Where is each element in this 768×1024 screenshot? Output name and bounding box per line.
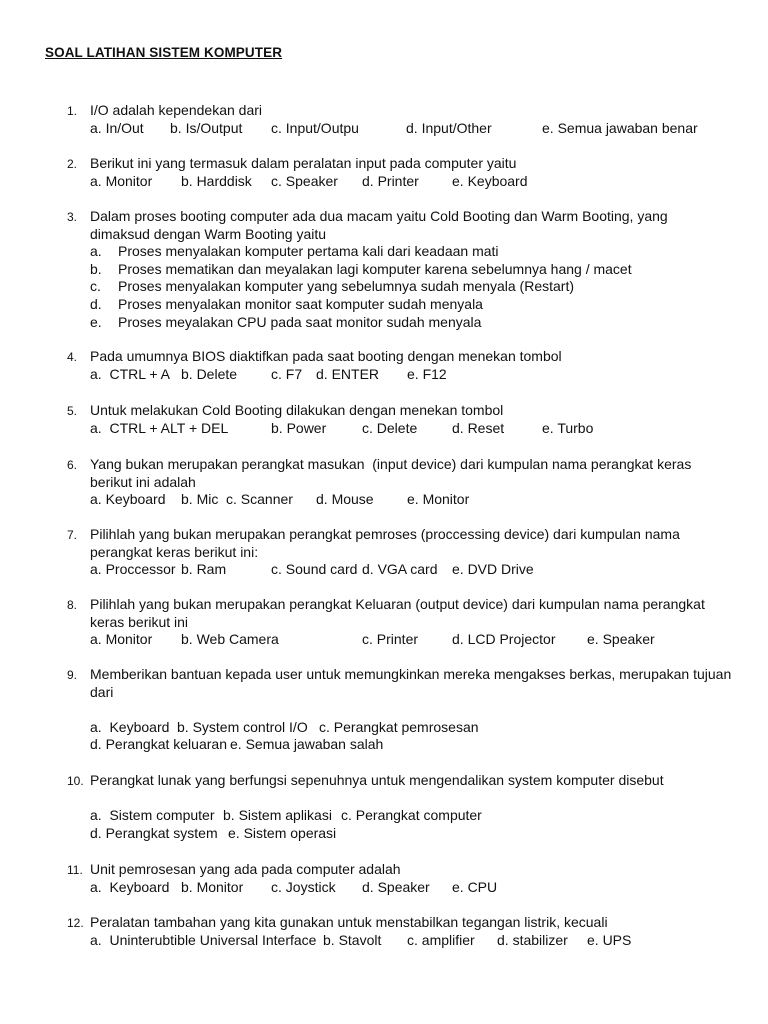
question-text: I/O adalah kependekan dari (90, 102, 263, 118)
answer-option: a. In/Out (90, 119, 144, 136)
option-letter: d. (90, 295, 102, 312)
answer-options-row (90, 631, 740, 649)
answer-options-row (90, 420, 740, 438)
answer-option (90, 261, 740, 279)
answer-option: d. Speaker (362, 878, 430, 895)
question-body (90, 102, 740, 137)
question-text: dimaksud dengan Warm Booting yaitu (90, 225, 327, 242)
question-number: 6. (67, 458, 78, 472)
answer-option: d. Perangkat system (90, 824, 218, 841)
question-number: 3. (67, 210, 78, 224)
answer-option: d. ENTER (316, 365, 380, 382)
answer-option: b. Delete (181, 365, 238, 382)
answer-option: e. Monitor (407, 491, 470, 508)
option-text: Proses menyalakan komputer yang sebelumnya sudah menyala (Restart) (118, 278, 575, 295)
answer-options-row (90, 173, 740, 191)
question-body (90, 914, 740, 949)
question-number: 12. (67, 916, 84, 930)
answer-option: e. Semua jawaban salah (230, 736, 384, 753)
answer-option: e. Semua jawaban benar (542, 119, 698, 136)
question-number: 9. (67, 668, 78, 682)
question-number: 10. (67, 774, 84, 788)
answer-option: b. Harddisk (181, 172, 252, 189)
question-text: Untuk melakukan Cold Booting dilakukan dengan menekan tombol (90, 402, 504, 418)
answer-option: a. Monitor (90, 631, 153, 648)
question-body (90, 861, 740, 896)
option-letter: a. (90, 243, 102, 260)
option-letter: b. (90, 260, 102, 277)
question-body (90, 772, 740, 842)
answer-options-row (90, 825, 740, 843)
question-number: 4. (67, 350, 78, 364)
answer-option: c. Input/Outpu (271, 119, 359, 136)
option-text: Proses meyalakan CPU pada saat monitor sudah menyala (118, 313, 482, 330)
answer-option: c. Sound card (271, 561, 358, 578)
page-title: SOAL LATIHAN SISTEM KOMPUTER (45, 45, 283, 60)
answer-option: b. Web Camera (181, 631, 279, 648)
answer-option: c. Perangkat pemrosesan (319, 718, 479, 735)
answer-option (90, 278, 740, 296)
question-text: Berikut ini yang termasuk dalam peralatan input pada computer yaitu (90, 155, 517, 171)
option-letter: e. (90, 313, 102, 330)
answer-options-row (90, 932, 740, 950)
question-text: Perangkat lunak yang berfungsi sepenuhnya untuk mengendalikan system komputer disebut (90, 772, 664, 788)
question-number: 8. (67, 598, 78, 612)
answer-option: a. Proccessor (90, 561, 176, 578)
question-number: 11. (67, 863, 83, 877)
answer-option: a. Keyboard (90, 718, 170, 735)
answer-option: d. stabilizer (497, 931, 568, 948)
answer-options-row (90, 561, 740, 579)
question-text: perangkat keras berikut ini: (90, 543, 259, 560)
question-text: Pilihlah yang bukan merupakan perangkat Keluaran (output device) dari kumpulan nama perangkat (90, 596, 705, 612)
answer-options-row (90, 719, 740, 737)
question-number: 1. (67, 104, 78, 118)
answer-options-row (90, 366, 740, 384)
answer-option: e. CPU (452, 878, 498, 895)
answer-option: c. Perangkat computer (341, 807, 482, 824)
answer-option: d. VGA card (362, 561, 438, 578)
answer-option: a. CTRL + A (90, 365, 171, 382)
question-text: Pilihlah yang bukan merupakan perangkat pemroses (proccessing device) dari kumpulan nama (90, 526, 680, 542)
answer-option: b. Power (271, 419, 327, 436)
answer-option: a. Sistem computer (90, 807, 215, 824)
answer-option: d. LCD Projector (452, 631, 556, 648)
answer-option: c. Speaker (271, 172, 338, 189)
option-text: Proses mematikan dan meyalakan lagi komputer karena sebelumnya hang / macet (118, 260, 632, 277)
answer-option: d. Mouse (316, 491, 374, 508)
answer-option: c. Delete (362, 419, 418, 436)
question-number: 2. (67, 157, 78, 171)
question-text: Pada umumnya BIOS diaktifkan pada saat booting dengan menekan tombol (90, 348, 562, 364)
question-text: Unit pemrosesan yang ada pada computer adalah (90, 861, 401, 877)
question-body (90, 348, 740, 383)
answer-option: a. Keyboard (90, 491, 166, 508)
answer-option: b. Stavolt (323, 931, 382, 948)
question-body (90, 666, 740, 754)
answer-option: b. Sistem aplikasi (223, 807, 332, 824)
answer-option: b. Is/Output (170, 119, 243, 136)
answer-option: a. CTRL + ALT + DEL (90, 419, 229, 436)
answer-option: c. F7 (271, 365, 303, 382)
answer-option: a. Keyboard (90, 878, 170, 895)
answer-options-row (90, 736, 740, 754)
answer-option: b. Monitor (181, 878, 244, 895)
answer-option (90, 243, 740, 261)
question-body (90, 208, 740, 331)
question-text: keras berikut ini (90, 613, 189, 630)
answer-option: b. Ram (181, 561, 227, 578)
answer-option: b. Mic (181, 491, 219, 508)
answer-option: d. Perangkat keluaran (90, 736, 227, 753)
question-number: 7. (67, 528, 78, 542)
answer-options-row (90, 807, 740, 825)
answer-option: d. Input/Other (406, 119, 492, 136)
answer-option: a. Uninterubtible Universal Interface (90, 931, 317, 948)
answer-option: e. Speaker (587, 631, 655, 648)
answer-option: c. Joystick (271, 878, 336, 895)
question-text: Dalam proses booting computer ada dua macam yaitu Cold Booting dan Warm Booting, yang (90, 208, 668, 224)
answer-option: c. Scanner (226, 491, 293, 508)
answer-option: d. Printer (362, 172, 419, 189)
answer-option: e. F12 (407, 365, 447, 382)
answer-option: e. Keyboard (452, 172, 528, 189)
answer-option: d. Reset (452, 419, 505, 436)
answer-option (90, 296, 740, 314)
question-text: Peralatan tambahan yang kita gunakan untuk menstabilkan tegangan listrik, kecuali (90, 914, 608, 930)
option-text: Proses menyalakan monitor saat komputer sudah menyala (118, 295, 483, 312)
answer-option: e. DVD Drive (452, 561, 534, 578)
answer-option: b. System control I/O (177, 718, 308, 735)
answer-options-row (90, 120, 740, 138)
question-text: Memberikan bantuan kepada user untuk memungkinkan mereka mengakses berkas, merupakan tujuan (90, 666, 732, 682)
answer-option: c. Printer (362, 631, 419, 648)
answer-options-row (90, 879, 740, 897)
answer-option: a. Monitor (90, 172, 153, 189)
question-body (90, 526, 740, 579)
answer-option: e. Turbo (542, 419, 594, 436)
question-number: 5. (67, 404, 78, 418)
answer-option: e. UPS (587, 931, 632, 948)
question-text: Yang bukan merupakan perangkat masukan (input device) dari kumpulan nama perangkat keras (90, 456, 692, 472)
question-body (90, 596, 740, 649)
answer-options-row (90, 491, 740, 509)
option-text: Proses menyalakan komputer pertama kali dari keadaan mati (118, 243, 499, 260)
answer-option: c. amplifier (407, 931, 475, 948)
answer-option (90, 314, 740, 332)
question-body (90, 456, 740, 509)
question-body (90, 402, 740, 437)
answer-option: e. Sistem operasi (228, 824, 337, 841)
question-text: berikut ini adalah (90, 473, 196, 490)
question-text: dari (90, 683, 114, 700)
option-letter: c. (90, 278, 101, 295)
question-body (90, 155, 740, 190)
